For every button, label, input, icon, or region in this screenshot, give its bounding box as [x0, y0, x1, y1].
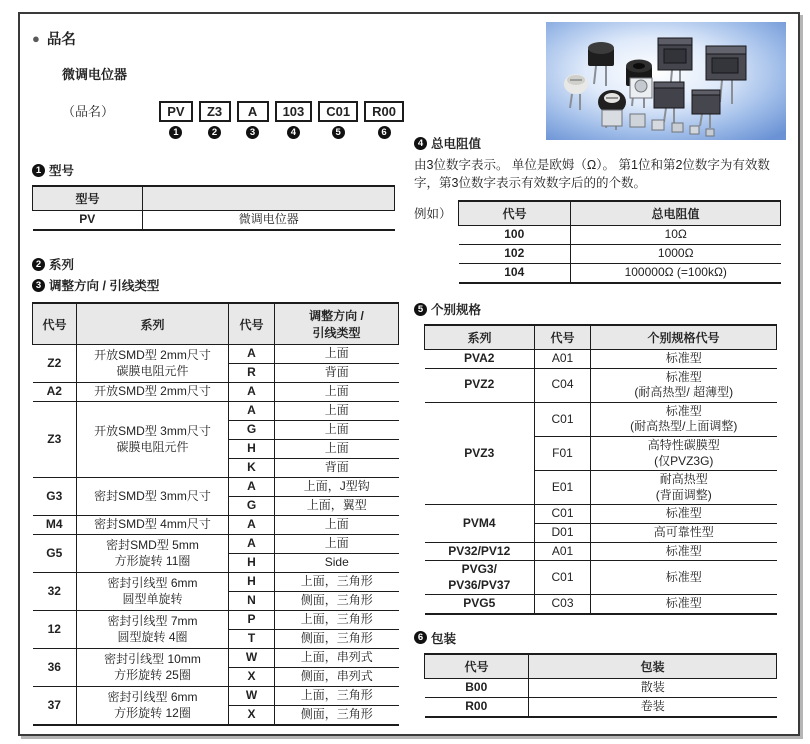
resistance-value-cell: 1000Ω	[571, 245, 781, 264]
header-series-cell: 系列	[425, 325, 535, 350]
lead-code-cell: W	[229, 687, 275, 706]
spec-code-cell: C01	[535, 505, 591, 524]
resistance-code-cell: 102	[459, 245, 571, 264]
table-row	[33, 687, 399, 706]
lead-type-cell: 上面	[275, 535, 399, 554]
table-header-row	[425, 654, 777, 679]
part-code-column	[364, 101, 404, 139]
table-row	[425, 350, 777, 369]
section-title-text: 总电阻值	[431, 137, 482, 151]
table-row	[33, 516, 399, 535]
example-row	[414, 200, 790, 284]
series-name-cell: 开放SMD型 3mm尺寸 碳膜电阻元件	[77, 402, 229, 478]
page-frame	[18, 12, 800, 736]
part-number-row	[32, 101, 404, 139]
series-name-cell: 开放SMD型 2mm尺寸	[77, 383, 229, 402]
header-series-cell: 系列	[77, 303, 229, 345]
series-code-cell: A2	[33, 383, 77, 402]
spec-code-cell: C04	[535, 368, 591, 402]
part-number-boxes	[159, 101, 404, 139]
header-code-cell: 代号	[535, 325, 591, 350]
series-code-cell: 37	[33, 687, 77, 726]
right-column	[414, 20, 790, 718]
series-code-cell: Z2	[33, 345, 77, 383]
series-code-cell: M4	[33, 516, 77, 535]
spec-code-cell: D01	[535, 523, 591, 542]
lead-code-cell: A	[229, 383, 275, 402]
example-label: 例如）	[414, 207, 452, 221]
series-name-cell: 密封引线型 6mm 圆型单旋转	[77, 573, 229, 611]
spec-desc-cell: 高可靠性型	[591, 523, 777, 542]
table-row	[33, 383, 399, 402]
section-title-text: 个别规格	[431, 303, 482, 317]
table-header-row	[33, 186, 395, 211]
product-name: 微调电位器	[62, 67, 128, 82]
section-title-text: 型号	[49, 164, 75, 178]
lead-code-cell: A	[229, 345, 275, 364]
model-table	[32, 185, 395, 231]
lead-type-cell: 背面	[275, 364, 399, 383]
spec-code-cell: A01	[535, 350, 591, 369]
resistance-value-cell: 100000Ω (=100kΩ)	[571, 264, 781, 284]
part-number-badge: 3	[246, 126, 259, 139]
section-title-model	[32, 161, 404, 179]
header-type-cell	[275, 303, 399, 345]
model-desc-cell: 微调电位器	[143, 211, 395, 231]
header-code2-cell: 代号	[229, 303, 275, 345]
section-title-individual	[414, 300, 790, 318]
section-title-packaging	[414, 629, 790, 647]
resistance-code-cell: 100	[459, 226, 571, 245]
part-code-box: Z3	[199, 101, 231, 122]
lead-type-cell: 上面	[275, 402, 399, 421]
section-number-badge: 1	[32, 164, 45, 177]
lead-type-cell: 上面	[275, 345, 399, 364]
series-name-cell: PVZ2	[425, 368, 535, 402]
adjust-direction-table	[32, 302, 399, 726]
resistance-description: 由3位数字表示。 单位是欧姆（Ω）。 第1位和第2位数字为有效数字，第3位数字表示有效数字后的的个数。	[414, 158, 770, 190]
packaging-code-cell: R00	[425, 697, 529, 717]
lead-code-cell: A	[229, 478, 275, 497]
part-number-label: （品名）	[62, 104, 115, 119]
spec-desc-cell: 标准型 (耐高热型/上面调整)	[591, 402, 777, 436]
part-code-box: 103	[275, 101, 313, 122]
lead-code-cell: X	[229, 706, 275, 726]
spec-desc-cell: 标准型	[591, 350, 777, 369]
section-title-text: 系列	[49, 258, 75, 272]
lead-code-cell: P	[229, 611, 275, 630]
left-column	[32, 28, 404, 726]
part-code-column	[275, 101, 313, 139]
bullet-icon: ●	[32, 31, 40, 46]
lead-code-cell: A	[229, 516, 275, 535]
lead-code-cell: R	[229, 364, 275, 383]
table-row	[459, 264, 781, 284]
section-title-text: 包装	[431, 631, 457, 646]
lead-type-cell: 上面，J型钩	[275, 478, 399, 497]
lead-type-cell: Side	[275, 554, 399, 573]
table-row	[425, 542, 777, 561]
table-row	[33, 478, 399, 497]
spec-code-cell: A01	[535, 542, 591, 561]
lead-code-cell: T	[229, 630, 275, 649]
lead-type-cell: 上面，串列式	[275, 649, 399, 668]
table-header-row	[425, 325, 777, 350]
lead-type-cell: 上面	[275, 516, 399, 535]
table-row	[425, 697, 777, 717]
table-row	[33, 402, 399, 421]
page-title	[32, 28, 404, 49]
spec-desc-cell: 标准型	[591, 505, 777, 524]
spec-desc-cell: 耐高热型 (背面调整)	[591, 471, 777, 505]
model-code-cell: PV	[33, 211, 143, 231]
part-code-box: PV	[159, 101, 192, 122]
model-header-empty-cell	[143, 186, 395, 211]
spec-desc-cell: 高特性碳膜型 (仅PVZ3G)	[591, 436, 777, 470]
spec-code-cell: E01	[535, 471, 591, 505]
table-row	[33, 649, 399, 668]
section-number-badge: 5	[414, 303, 427, 316]
part-code-column	[199, 101, 231, 139]
lead-code-cell: K	[229, 459, 275, 478]
individual-spec-table	[424, 324, 777, 615]
model-header-cell: 型号	[33, 186, 143, 211]
lead-code-cell: G	[229, 497, 275, 516]
part-code-box: R00	[364, 101, 404, 122]
table-row	[425, 402, 777, 436]
series-code-cell: 32	[33, 573, 77, 611]
table-row	[33, 573, 399, 592]
series-name-cell: PVZ3	[425, 402, 535, 505]
header-code-cell: 代号	[425, 654, 529, 679]
packaging-type-cell: 卷装	[529, 697, 777, 717]
resistance-code-cell: 104	[459, 264, 571, 284]
spec-code-cell: C03	[535, 595, 591, 614]
header-code-cell: 代号	[459, 201, 571, 226]
lead-type-cell: 上面	[275, 383, 399, 402]
series-name-cell: PV32/PV12	[425, 542, 535, 561]
series-name-cell: PVA2	[425, 350, 535, 369]
table-row	[459, 245, 781, 264]
lead-code-cell: X	[229, 668, 275, 687]
table-row	[425, 505, 777, 524]
lead-type-cell: 上面，翼型	[275, 497, 399, 516]
lead-type-cell: 上面	[275, 440, 399, 459]
packaging-table	[424, 653, 777, 718]
lead-type-cell: 上面，三角形	[275, 611, 399, 630]
part-code-box: C01	[318, 101, 358, 122]
spec-desc-cell: 标准型	[591, 595, 777, 614]
header-value-cell: 总电阻值	[571, 201, 781, 226]
header-type-line1: 调整方向 /	[309, 309, 364, 323]
spec-desc-cell: 标准型	[591, 561, 777, 595]
table-header-row	[33, 303, 399, 345]
spec-code-cell: C01	[535, 561, 591, 595]
table-row	[425, 595, 777, 614]
section-number-badge: 2	[32, 258, 45, 271]
series-code-cell: 12	[33, 611, 77, 649]
table-row	[425, 561, 777, 595]
table-header-row	[459, 201, 781, 226]
section-number-badge: 4	[414, 137, 427, 150]
series-code-cell: 36	[33, 649, 77, 687]
part-number-badge: 6	[378, 126, 391, 139]
lead-type-cell: 侧面，串列式	[275, 668, 399, 687]
lead-code-cell: H	[229, 440, 275, 459]
series-name-cell: 密封引线型 7mm 圆型旋转 4圈	[77, 611, 229, 649]
series-name-cell: PVG3/ PV36/PV37	[425, 561, 535, 595]
lead-code-cell: N	[229, 592, 275, 611]
lead-type-cell: 背面	[275, 459, 399, 478]
series-name-cell: 密封SMD型 3mm尺寸	[77, 478, 229, 516]
part-code-column	[159, 101, 192, 139]
trimmer-potentiometers-photo	[546, 22, 786, 140]
packaging-code-cell: B00	[425, 678, 529, 697]
series-code-cell: G3	[33, 478, 77, 516]
lead-type-cell: 侧面，三角形	[275, 592, 399, 611]
lead-type-cell: 上面，三角形	[275, 573, 399, 592]
lead-type-cell: 上面，三角形	[275, 687, 399, 706]
section-title-text: 调整方向 / 引线类型	[49, 279, 160, 293]
lead-type-cell: 上面	[275, 421, 399, 440]
packaging-type-cell: 散装	[529, 678, 777, 697]
resistance-value-cell: 10Ω	[571, 226, 781, 245]
series-name-cell: PVM4	[425, 505, 535, 542]
part-number-badge: 1	[169, 126, 182, 139]
lead-code-cell: H	[229, 554, 275, 573]
section-title-adjust	[32, 276, 404, 294]
section-title-series	[32, 255, 404, 273]
spec-desc-cell: 标准型 (耐高热型/ 超薄型)	[591, 368, 777, 402]
lead-code-cell: G	[229, 421, 275, 440]
lead-code-cell: A	[229, 402, 275, 421]
part-code-column	[318, 101, 358, 139]
lead-type-cell: 侧面，三角形	[275, 706, 399, 726]
part-number-badge: 4	[287, 126, 300, 139]
series-name-cell: 密封SMD型 4mm尺寸	[77, 516, 229, 535]
table-row	[33, 535, 399, 554]
table-row	[425, 368, 777, 402]
table-row	[33, 345, 399, 364]
part-code-box: A	[237, 101, 269, 122]
lead-type-cell: 侧面，三角形	[275, 630, 399, 649]
part-number-badge: 2	[208, 126, 221, 139]
spec-code-cell: F01	[535, 436, 591, 470]
series-name-cell: 密封引线型 6mm 方形旋转 12圈	[77, 687, 229, 726]
lead-code-cell: A	[229, 535, 275, 554]
series-code-cell: G5	[33, 535, 77, 573]
header-spec-cell: 个别规格代号	[591, 325, 777, 350]
lead-code-cell: H	[229, 573, 275, 592]
table-row	[459, 226, 781, 245]
series-name-cell: PVG5	[425, 595, 535, 614]
header-packaging-cell: 包装	[529, 654, 777, 679]
series-name-cell: 密封SMD型 5mm 方形旋转 11圈	[77, 535, 229, 573]
series-name-cell: 开放SMD型 2mm尺寸 碳膜电阻元件	[77, 345, 229, 383]
section-number-badge: 6	[414, 631, 427, 644]
header-code-cell: 代号	[33, 303, 77, 345]
table-row	[33, 611, 399, 630]
lead-code-cell: W	[229, 649, 275, 668]
table-row	[33, 211, 395, 231]
series-name-cell: 密封引线型 10mm 方形旋转 25圈	[77, 649, 229, 687]
resistance-table	[458, 200, 781, 284]
part-number-badge: 5	[332, 126, 345, 139]
table-row	[425, 678, 777, 697]
section-number-badge: 3	[32, 279, 45, 292]
part-code-column	[237, 101, 269, 139]
spec-code-cell: C01	[535, 402, 591, 436]
spec-desc-cell: 标准型	[591, 542, 777, 561]
page-title-text: 品名	[46, 32, 76, 48]
series-code-cell: Z3	[33, 402, 77, 478]
header-type-line2: 引线类型	[312, 326, 361, 340]
